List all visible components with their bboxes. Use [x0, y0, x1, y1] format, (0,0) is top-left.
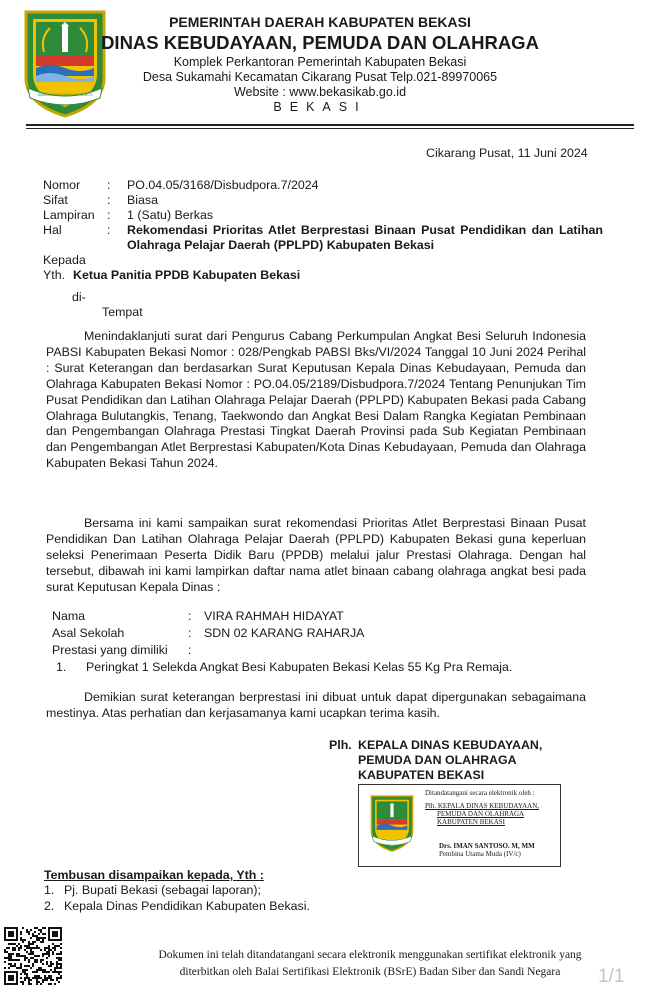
address-recipient: Ketua Panitia PPDB Kabupaten Bekasi — [73, 268, 301, 282]
tembusan-number: 1. — [44, 883, 55, 897]
address-kepada: Kepada — [43, 253, 86, 267]
meta-colon: : — [107, 178, 111, 192]
header-address-1: Komplek Perkantoran Pemerintah Kabupaten Bekasi — [173, 55, 467, 69]
footer-line-2: diterbitkan oleh Balai Sertifikasi Elektronik (BSrE) Badan Siber dan Sandi Negara — [179, 966, 561, 978]
signature-title-3: KABUPATEN BEKASI — [358, 768, 485, 782]
athlete-school-label: Asal Sekolah — [52, 626, 125, 640]
meta-value: Biasa — [127, 193, 158, 207]
achievement-number: 1. — [56, 660, 67, 674]
tembusan-number: 2. — [44, 899, 55, 913]
header-government: PEMERINTAH DAERAH KABUPATEN BEKASI — [169, 14, 471, 30]
address-di: di- — [72, 290, 86, 304]
meta-colon: : — [107, 193, 111, 207]
meta-key: Lampiran — [43, 208, 95, 222]
e-signature-title-3: KABUPATEN BEKASI — [437, 818, 506, 826]
athlete-school-value: SDN 02 KARANG RAHARJA — [204, 626, 365, 640]
colon: : — [188, 609, 192, 623]
e-signature-name: Drs. IMAN SANTOSO. M, MM — [439, 842, 535, 850]
e-signature-title-2: PEMUDA DAN OLAHRAGA — [437, 810, 525, 818]
body-paragraph-1: Menindaklanjuti surat dari Pengurus Cabang Perkumpulan Angkat Besi Seluruh Indonesia PABSI Kabupaten Bekasi Nomor : 028/Pengkab PABSI Bks/VI/2024 Tanggal 10 Juni 2024 Perihal : Surat Keterangan dan berdasarkan Surat Keputusan Kepala Dinas Kebudayaan, Pemuda dan Olahraga Kabupaten Bekasi Nomor : PO.04.05/2189/Disbudpora.7/2024 Tentang Penunjukan Tim Pusat Pendidikan dan Latihan Olahraga Pelajar Daerah (PPLPD) Kabupaten Bekasi pada Cabang Olahraga Bulutangkis, Tenang, Taekwondo dan Angkat Besi Dalam Rangka Kegiatan Pembinaan dan Pengembangan Olahraga Prestasi Tingkat Daerah Provinsi pada Sub Kegiatan Pembinaan dan Pengembangan Atlet Berprestasi Kabupaten/Kota Dinas Kebudayaan, Pemuda dan Olahraga Kabupaten Bekasi Tahun 2024. — [46, 329, 586, 471]
meta-colon: : — [107, 223, 111, 237]
athlete-prestasi-label: Prestasi yang dimiliki — [52, 643, 168, 657]
meta-key: Nomor — [43, 178, 81, 192]
signature-plh: Plh. — [329, 738, 352, 752]
e-signature-box — [358, 784, 561, 867]
footer-line-1: Dokumen ini telah ditandatangani secara elektronik menggunakan sertifikat elektronik yang — [158, 949, 582, 961]
tembusan-text: Kepala Dinas Pendidikan Kabupaten Bekasi. — [64, 899, 310, 913]
header-rule-thick — [26, 124, 634, 126]
colon: : — [188, 643, 192, 657]
address-tempat: Tempat — [102, 305, 143, 319]
meta-value: 1 (Satu) Berkas — [127, 208, 214, 222]
tembusan-title: Tembusan disampaikan kepada, Yth : — [44, 868, 264, 882]
meta-colon: : — [107, 208, 111, 222]
signature-title-1: KEPALA DINAS KEBUDAYAAN, — [358, 738, 543, 752]
page-indicator: 1/1 — [598, 966, 625, 987]
e-signature-title-1: Plh. KEPALA DINAS KEBUDAYAAN, — [425, 802, 540, 810]
header-agency: DINAS KEBUDAYAAN, PEMUDA DAN OLAHRAGA — [101, 32, 539, 53]
e-signature-rank: Pembina Utama Muda (IV/c) — [439, 850, 521, 858]
header-city: BEKASI — [273, 100, 367, 114]
signature-title-2: PEMUDA DAN OLAHRAGA — [358, 753, 517, 767]
meta-value: PO.04.05/3168/Disbudpora.7/2024 — [127, 178, 319, 192]
meta-key: Sifat — [43, 193, 68, 207]
e-signature-signed-by: Ditandatangani secara elektronik oleh : — [425, 789, 535, 797]
e-signature-logo — [369, 794, 415, 852]
header-website: Website : www.bekasikab.go.id — [233, 85, 407, 99]
athlete-name-label: Nama — [52, 609, 86, 623]
meta-key: Hal — [43, 223, 62, 237]
body-paragraph-2: Bersama ini kami sampaikan surat rekomendasi Prioritas Atlet Berprestasi Binaan Pusat Pendidikan Dan Latihan Olahraga Pelajar Daerah (PPLPD) Kabupaten Bekasi guna keperluan seleksi Penerimaan Peserta Didik Baru (PPDB) melalui jalur Prestasi Olahraga. Dengan hal tersebut, dibawah ini kami lampirkan daftar nama atlet binaan cabang olahraga angkat besi pada surat Keputusan Kepala Dinas : — [46, 516, 586, 594]
header-rule-thin — [26, 128, 634, 129]
tembusan-text: Pj. Bupati Bekasi (sebagai laporan); — [64, 883, 261, 897]
athlete-name-value: VIRA RAHMAH HIDAYAT — [204, 609, 344, 623]
logo-motto: SWATANTRA WIBAWA MUKTI — [37, 92, 93, 97]
header-address-2: Desa Sukamahi Kecamatan Cikarang Pusat Telp.021-89970065 — [142, 70, 498, 84]
achievement-text: Peringkat 1 Selekda Angkat Besi Kabupaten Bekasi Kelas 55 Kg Pra Remaja. — [86, 660, 513, 674]
qr-code — [4, 927, 62, 985]
colon: : — [188, 626, 192, 640]
meta-subject: Rekomendasi Prioritas Atlet Berprestasi Binaan Pusat Pendidikan dan Latihan Olahraga Pelajar Daerah (PPLPD) Kabupaten Bekasi — [127, 223, 603, 252]
address-yth: Yth. — [43, 268, 66, 282]
body-paragraph-3: Demikian surat keterangan berprestasi ini dibuat untuk dapat dipergunakan sebagaimana mestinya. Atas perhatian dan kerjasamanya kami ucapkan terima kasih. — [46, 690, 586, 720]
letter-date: Cikarang Pusat, 11 Juni 2024 — [426, 146, 588, 160]
